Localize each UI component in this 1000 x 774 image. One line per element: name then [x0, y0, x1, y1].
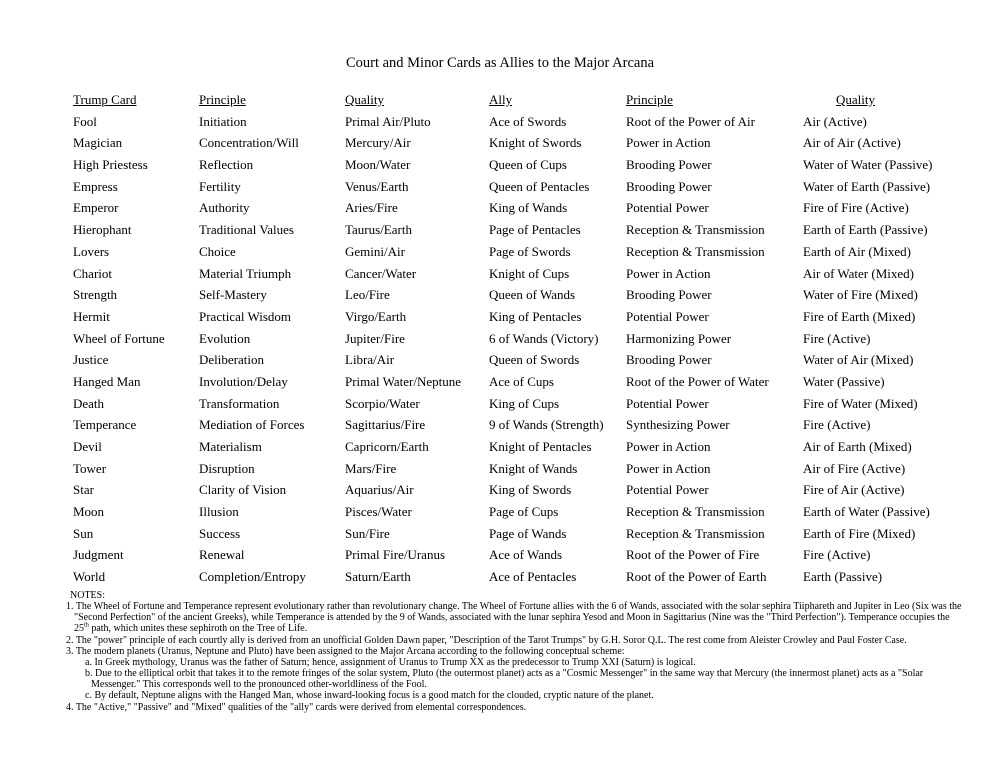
note-text: The "power" principle of each courtly ally is derived from an unofficial Golden Dawn paper, "Description of the Tarot Trumps" by G.H. Soror Q.L. The rest come from Aleister Crowley and Paul Foster Case. [75, 634, 907, 646]
table-row [73, 263, 1000, 285]
cell-principle: Evolution [199, 330, 251, 346]
note-item-1 [66, 601, 962, 634]
cell-ally-quality: Air of Air (Active) [803, 135, 901, 151]
header-trump-card: Trump Card [73, 92, 137, 107]
table-row [73, 458, 1000, 480]
cell-principle: Involution/Delay [199, 373, 288, 389]
note-text: The Wheel of Fortune and Temperance represent evolutionary rather than revolutionary change. The Wheel of Fortune allies with the 6 of Wands, associated with the solar sephira Tiiphareth and Jupiter in Leo (Six was the "Second Perfection" of the ancient Greeks), while Temperance is attended by the 9 of Wands, associated with the lunar sephira Yesod and Moon in Sagittarius (Nine was the "Third Perfection"). Temperance occupies the 25 [74, 601, 962, 635]
cell-ally-principle: Synthesizing Power [626, 417, 730, 433]
note-number: 2. [66, 634, 74, 646]
cell-quality: Cancer/Water [345, 265, 417, 281]
cell-ally-principle: Potential Power [626, 308, 709, 324]
cell-principle: Clarity of Vision [199, 482, 287, 498]
cell-trump-card: Sun [73, 525, 94, 541]
cell-ally-principle: Power in Action [626, 460, 711, 476]
cell-ally-quality: Earth of Air (Mixed) [803, 243, 911, 259]
header-ally-quality: Quality [836, 92, 875, 107]
table-row [73, 176, 1000, 198]
note-item-3c [85, 690, 962, 701]
cell-ally: King of Wands [489, 200, 568, 216]
cell-quality: Primal Fire/Uranus [345, 547, 446, 563]
header-ally-principle: Principle [626, 92, 673, 107]
cell-quality: Mars/Fire [345, 460, 397, 476]
cell-quality: Leo/Fire [345, 287, 390, 303]
cell-quality: Capricorn/Earth [345, 439, 429, 454]
note-number: 1. [66, 601, 74, 613]
cell-ally: Ace of Cups [489, 373, 554, 389]
table-row [73, 328, 1000, 350]
cell-quality: Mercury/Air [345, 135, 411, 151]
cell-ally: Queen of Pentacles [489, 178, 590, 194]
note-number: b. [85, 668, 93, 680]
cell-ally-quality: Water of Water (Passive) [803, 157, 933, 173]
cell-ally-principle: Brooding Power [626, 287, 712, 303]
cell-ally-principle: Reception & Transmission [626, 243, 765, 259]
cell-trump-card: Fool [73, 113, 97, 129]
note-item-3b [85, 668, 962, 690]
note-text: The "Active," "Passive" and "Mixed" qualities of the "ally" cards were derived from elemental correspondences. [75, 701, 527, 713]
cell-principle: Practical Wisdom [199, 308, 292, 324]
cell-trump-card: Moon [73, 504, 105, 520]
cell-principle: Mediation of Forces [199, 417, 305, 433]
cell-ally-quality: Air of Earth (Mixed) [803, 439, 912, 454]
cell-ally: Page of Wands [489, 525, 567, 541]
cell-quality: Scorpio/Water [345, 395, 420, 411]
note-text: By default, Neptune aligns with the Hanged Man, whose inward-looking focus is a good match for the clouded, cryptic nature of the planet. [94, 690, 654, 702]
cell-principle: Choice [199, 243, 236, 259]
cell-quality: Aquarius/Air [345, 482, 414, 498]
cell-principle: Completion/Entropy [199, 569, 306, 585]
cell-quality: Gemini/Air [345, 243, 405, 259]
table-row [73, 241, 1000, 263]
table-row [73, 371, 1000, 393]
note-number: c. [85, 690, 92, 702]
cell-trump-card: Death [73, 395, 105, 411]
table-body [73, 111, 1000, 588]
notes-heading: NOTES: [70, 590, 105, 601]
cell-ally: Ace of Pentacles [489, 569, 577, 585]
cell-principle: Concentration/Will [199, 135, 299, 151]
cell-quality: Pisces/Water [345, 504, 412, 520]
cell-ally: 9 of Wands (Strength) [489, 417, 604, 433]
cell-trump-card: Hanged Man [73, 373, 141, 389]
cell-principle: Material Triumph [199, 265, 292, 281]
cell-principle: Success [199, 525, 241, 541]
cell-trump-card: Hierophant [73, 222, 132, 238]
cell-ally-quality: Earth (Passive) [803, 569, 883, 585]
cell-ally-principle: Brooding Power [626, 352, 712, 368]
cell-principle: Initiation [199, 113, 247, 129]
table-header-row [73, 89, 1000, 111]
cell-ally: Knight of Wands [489, 460, 578, 476]
cell-trump-card: Hermit [73, 308, 110, 324]
cell-ally: King of Cups [489, 395, 560, 411]
cell-ally: Page of Cups [489, 504, 559, 520]
cell-ally-principle: Root of the Power of Fire [626, 547, 760, 563]
note-number: 3. [66, 645, 74, 657]
table-row [73, 284, 1000, 306]
cell-ally-principle: Harmonizing Power [626, 330, 732, 346]
cell-ally-quality: Water of Fire (Mixed) [803, 287, 918, 303]
cell-ally-quality: Air (Active) [803, 113, 867, 129]
table-row [73, 349, 1000, 371]
cell-quality: Sun/Fire [345, 525, 390, 541]
cell-ally-quality: Fire of Water (Mixed) [803, 395, 918, 411]
cell-ally: Queen of Swords [489, 352, 580, 368]
cell-quality: Primal Water/Neptune [345, 373, 462, 389]
cell-trump-card: Tower [73, 460, 107, 476]
cell-ally: Knight of Cups [489, 265, 570, 281]
table-row [73, 197, 1000, 219]
cell-ally-quality: Earth of Fire (Mixed) [803, 525, 916, 541]
cell-ally-quality: Earth of Earth (Passive) [803, 222, 928, 238]
cell-ally: Page of Swords [489, 243, 571, 259]
note-item-3 [66, 646, 962, 657]
note-text: In Greek mythology, Uranus was the father of Saturn; hence, assignment of Uranus to Trump XX as the predecessor to Trump XXI (Saturn) is logical. [94, 656, 696, 668]
cell-ally-principle: Power in Action [626, 439, 711, 454]
note-item-2 [66, 635, 962, 646]
table-row [73, 501, 1000, 523]
cell-principle: Deliberation [199, 352, 264, 368]
cell-ally-principle: Root of the Power of Air [626, 113, 755, 129]
cell-ally: Queen of Cups [489, 157, 567, 173]
note-item-3a [85, 657, 962, 668]
cell-trump-card: Wheel of Fortune [73, 330, 165, 346]
cell-quality: Saturn/Earth [345, 569, 411, 585]
cell-ally-quality: Earth of Water (Passive) [803, 504, 930, 520]
cell-ally-principle: Reception & Transmission [626, 525, 765, 541]
cell-trump-card: Justice [73, 352, 109, 368]
cell-trump-card: Temperance [73, 417, 137, 433]
page-title: Court and Minor Cards as Allies to the Major Arcana [345, 55, 655, 71]
cell-ally-principle: Brooding Power [626, 178, 712, 194]
allies-table [73, 89, 1000, 588]
cell-ally-quality: Fire of Earth (Mixed) [803, 308, 916, 324]
cell-trump-card: Devil [73, 439, 102, 454]
cell-quality: Virgo/Earth [345, 308, 407, 324]
note-item-4 [66, 702, 962, 713]
cell-quality: Primal Air/Pluto [345, 113, 431, 129]
table-row [73, 132, 1000, 154]
cell-ally-quality: Fire (Active) [803, 547, 871, 563]
cell-trump-card: Judgment [73, 547, 124, 563]
cell-ally: Ace of Swords [489, 113, 567, 129]
cell-ally-quality: Fire (Active) [803, 330, 871, 346]
notes-section [66, 590, 962, 713]
cell-principle: Transformation [199, 395, 280, 411]
table-row [73, 306, 1000, 328]
cell-quality: Sagittarius/Fire [345, 417, 426, 433]
table-row [73, 523, 1000, 545]
table-row [73, 436, 1000, 458]
cell-principle: Disruption [199, 460, 255, 476]
cell-trump-card: Chariot [73, 265, 112, 281]
cell-trump-card: Empress [73, 178, 118, 194]
note-text: Due to the elliptical orbit that takes it to the remote fringes of the solar system, Pluto (the outermost planet) acts as a "Cosmic Messenger" in the same way that Mercury (the innermost planet) acts as a "Solar Messenger." This corresponds well to the pronounced other-worldliness of the Fool. [91, 668, 924, 691]
cell-principle: Traditional Values [199, 222, 294, 238]
cell-ally-quality: Water of Air (Mixed) [803, 352, 914, 368]
cell-ally: Queen of Wands [489, 287, 576, 303]
cell-quality: Moon/Water [345, 157, 411, 173]
cell-trump-card: High Priestess [73, 157, 148, 173]
cell-ally-principle: Reception & Transmission [626, 504, 765, 520]
cell-principle: Renewal [199, 547, 245, 563]
table-row [73, 544, 1000, 566]
table-row [73, 111, 1000, 133]
table-row [73, 393, 1000, 415]
cell-ally: Knight of Pentacles [489, 439, 592, 454]
cell-ally-quality: Water of Earth (Passive) [803, 178, 931, 194]
cell-quality: Venus/Earth [345, 178, 409, 194]
cell-trump-card: Star [73, 482, 94, 498]
header-quality: Quality [345, 92, 384, 107]
note-text: path, which unites these sephiroth on the Tree of Life. [88, 623, 308, 635]
cell-ally-principle: Potential Power [626, 395, 709, 411]
cell-trump-card: World [73, 569, 106, 585]
cell-quality: Jupiter/Fire [345, 330, 405, 346]
cell-ally-principle: Reception & Transmission [626, 222, 765, 238]
cell-principle: Authority [199, 200, 250, 216]
table-row [73, 219, 1000, 241]
cell-ally: Ace of Wands [489, 547, 563, 563]
table-row [73, 414, 1000, 436]
cell-ally-quality: Air of Fire (Active) [803, 460, 906, 476]
cell-ally-quality: Water (Passive) [803, 373, 885, 389]
note-number: 4. [66, 701, 74, 713]
cell-ally-principle: Potential Power [626, 200, 709, 216]
cell-trump-card: Magician [73, 135, 123, 151]
header-ally: Ally [489, 92, 513, 107]
cell-ally-principle: Root of the Power of Earth [626, 569, 767, 585]
cell-ally: King of Pentacles [489, 308, 582, 324]
cell-ally-quality: Air of Water (Mixed) [803, 265, 914, 281]
cell-trump-card: Strength [73, 287, 118, 303]
cell-ally-principle: Potential Power [626, 482, 709, 498]
cell-trump-card: Emperor [73, 200, 119, 216]
cell-quality: Aries/Fire [345, 200, 398, 216]
note-number: a. [85, 656, 92, 668]
cell-ally: Knight of Swords [489, 135, 582, 151]
cell-principle: Illusion [199, 504, 239, 520]
cell-ally-quality: Fire (Active) [803, 417, 871, 433]
cell-principle: Self-Mastery [199, 287, 267, 303]
table-row [73, 154, 1000, 176]
table-row [73, 566, 1000, 588]
cell-ally: 6 of Wands (Victory) [489, 330, 599, 346]
header-principle: Principle [199, 92, 246, 107]
cell-principle: Reflection [199, 157, 254, 173]
table-row [73, 479, 1000, 501]
cell-ally-principle: Brooding Power [626, 157, 712, 173]
cell-quality: Libra/Air [345, 352, 395, 368]
cell-ally: Page of Pentacles [489, 222, 581, 238]
cell-ally: King of Swords [489, 482, 572, 498]
cell-trump-card: Lovers [73, 243, 110, 259]
cell-quality: Taurus/Earth [345, 222, 412, 238]
cell-ally-quality: Fire of Fire (Active) [803, 200, 909, 216]
cell-principle: Materialism [199, 439, 262, 454]
note-superscript: th [84, 622, 89, 630]
cell-ally-principle: Power in Action [626, 265, 711, 281]
cell-principle: Fertility [199, 178, 241, 194]
cell-ally-principle: Root of the Power of Water [626, 373, 769, 389]
cell-ally-quality: Fire of Air (Active) [803, 482, 905, 498]
note-text: The modern planets (Uranus, Neptune and Pluto) have been assigned to the Major Arcana according to the following conceptual scheme: [75, 645, 625, 657]
cell-ally-principle: Power in Action [626, 135, 711, 151]
